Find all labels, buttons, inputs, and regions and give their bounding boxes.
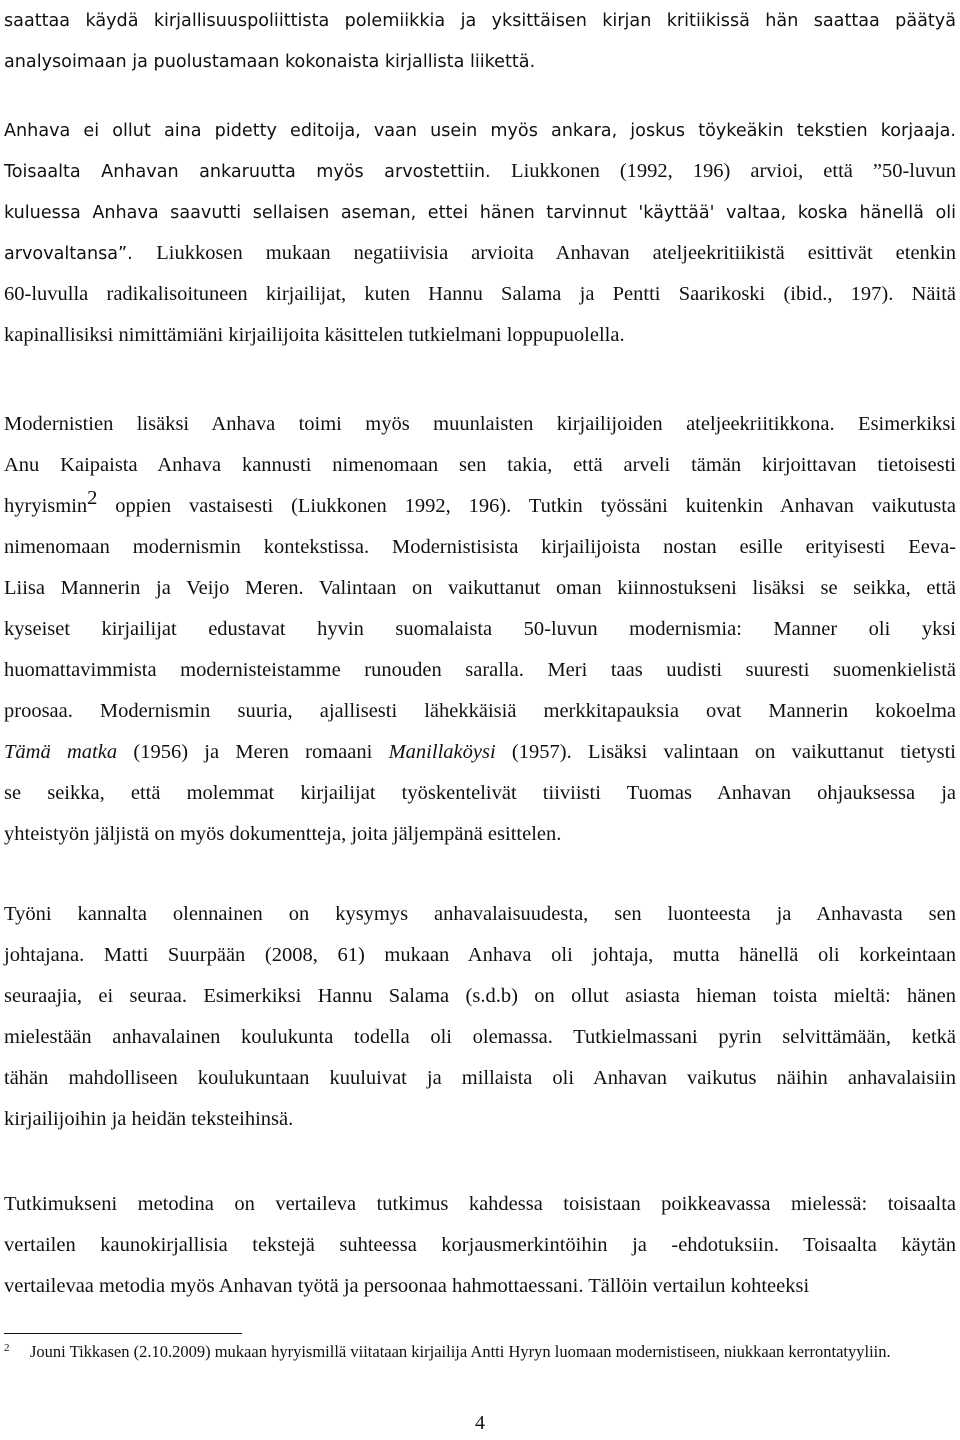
text-segment: kyseiset kirjailijat edustavat hyvin suomalaista 50-luvun modernismia: Manner oli yksi <box>4 618 956 640</box>
paragraph <box>4 110 956 356</box>
text-segment: oppien vastaisesti (Liukkonen 1992, 196). Tutkin työssäni kuitenkin Anhavan vaikutusta <box>97 495 956 517</box>
text-line <box>4 1184 956 1225</box>
footnote-reference: 2 <box>87 487 98 510</box>
text-line <box>4 1058 956 1099</box>
footnote-text: Jouni Tikkasen (2.10.2009) mukaan hyryismillä viitataan kirjailija Antti Hyryn luomaan modernistiseen, niukkaan kerrontatyyliin. <box>30 1342 891 1361</box>
text-segment: Toisaalta Anhavan ankaruutta myös arvostettiin. <box>4 162 512 182</box>
text-segment: Modernistien lisäksi Anhava toimi myös muunlaisten kirjailijoiden ateljeekriitikkona. Esimerkiksi <box>4 413 956 435</box>
italic-title: Tämä matka <box>4 741 118 763</box>
text-segment: mielestään anhavalainen koulukunta todella oli olemassa. Tutkielmassani pyrin selvittämään, ketkä <box>4 1026 956 1048</box>
text-segment: vertailevaa metodia myös Anhavan työtä ja persoonaa hahmottaessani. Tällöin vertailun kohteeksi <box>4 1275 810 1297</box>
text-segment: nimenomaan modernismin kontekstissa. Modernistisista kirjailijoista nostan esille erityisesti Eeva- <box>4 536 956 558</box>
text-line <box>4 609 956 650</box>
text-segment: tähän mahdolliseen koulukuntaan kuuluivat ja millaista oli Anhavan vaikutus näihin anhavalaisiin <box>4 1067 956 1089</box>
text-line <box>4 110 956 151</box>
text-line <box>4 773 956 814</box>
text-line <box>4 814 956 855</box>
text-line <box>4 192 956 233</box>
text-line <box>4 1225 956 1266</box>
footnote-separator <box>4 1333 242 1334</box>
text-line <box>4 233 956 274</box>
text-line <box>4 1266 956 1307</box>
paragraph <box>4 1184 956 1307</box>
paragraph <box>4 404 956 855</box>
text-line <box>4 527 956 568</box>
text-segment: kirjailijoihin ja heidän teksteihinsä. <box>4 1108 294 1130</box>
text-line <box>4 976 956 1017</box>
text-segment: johtajana. Matti Suurpään (2008, 61) mukaan Anhava oli johtaja, mutta hänellä oli korkeintaan <box>4 944 956 966</box>
text-segment: saattaa käydä kirjallisuuspoliittista polemiikkia ja yksittäisen kirjan kritiikissä hän saattaa päätyä <box>4 11 956 31</box>
document-page <box>4 0 956 1440</box>
text-line <box>4 41 956 82</box>
text-segment: (1957). Lisäksi valintaan on vaikuttanut tietysti <box>495 741 956 763</box>
text-line <box>4 691 956 732</box>
text-line <box>4 1099 956 1140</box>
text-line <box>4 894 956 935</box>
text-segment: kapinallisiksi nimittämiäni kirjailijoita käsittelen tutkielmani loppupuolella. <box>4 324 625 346</box>
text-segment: proosaa. Modernismin suuria, ajallisesti lähekkäisiä merkkitapauksia ovat Mannerin kokoelma <box>4 700 956 722</box>
text-segment: 60-luvulla radikalisoituneen kirjailijat, kuten Hannu Salama ja Pentti Saarikoski (ibid., 197). Näitä <box>4 283 956 305</box>
text-segment: yhteistyön jäljistä on myös dokumentteja, joita jäljempänä esittelen. <box>4 823 562 845</box>
text-segment: analysoimaan ja puolustamaan kokonaista kirjallista liikettä. <box>4 52 536 72</box>
paragraph <box>4 894 956 1140</box>
text-line <box>4 0 956 41</box>
text-segment: hyryismin <box>4 495 88 517</box>
text-line <box>4 732 956 773</box>
text-segment: kuluessa Anhava saavutti sellaisen aseman, ettei hänen tarvinnut 'käyttää' valtaa, koska hänellä oli <box>4 203 956 223</box>
text-segment: (1956) ja Meren romaani <box>117 741 389 763</box>
text-line <box>4 650 956 691</box>
text-line <box>4 151 956 192</box>
text-segment: Työni kannalta olennainen on kysymys anhavalaisuudesta, sen luonteesta ja Anhavasta sen <box>4 903 956 925</box>
text-line <box>4 935 956 976</box>
footnote <box>4 1341 944 1363</box>
text-segment: huomattavimmista modernisteistamme runouden saralla. Meri taas uudisti suuresti suomenkielistä <box>4 659 956 681</box>
text-line <box>4 315 956 356</box>
text-line <box>4 274 956 315</box>
text-segment: Liisa Mannerin ja Veijo Meren. Valintaan on vaikuttanut oman kiinnostukseni lisäksi se seikka, että <box>4 577 956 599</box>
text-line <box>4 486 956 527</box>
text-segment: Anhava ei ollut aina pidetty editoija, vaan usein myös ankara, joskus töykeäkin tekstien korjaaja. <box>4 121 956 141</box>
page-number: 4 <box>475 1412 485 1434</box>
text-segment: Tutkimukseni metodina on vertaileva tutkimus kahdessa toisistaan poikkeavassa mielessä: toisaalta <box>4 1193 956 1215</box>
paragraph <box>4 0 956 82</box>
footnote-mark: 2 <box>4 1342 10 1354</box>
text-line <box>4 1017 956 1058</box>
text-segment: Liukkonen (1992, 196) arvioi, että ”50-luvun <box>511 160 956 182</box>
text-segment: arvovaltansa”. <box>4 244 157 264</box>
text-segment: Liukkosen mukaan negatiivisia arvioita Anhavan ateljeekritiikistä esittivät etenkin <box>156 242 956 264</box>
text-line <box>4 568 956 609</box>
text-line <box>4 445 956 486</box>
text-segment: vertailen kaunokirjallisia tekstejä suhteessa korjausmerkintöihin ja -ehdotuksiin. Toisaalta käytän <box>4 1234 956 1256</box>
text-segment: se seikka, että molemmat kirjailijat työskentelivät tiiviisti Tuomas Anhavan ohjauksessa ja <box>4 782 956 804</box>
text-line <box>4 404 956 445</box>
italic-title: Manillaköysi <box>388 741 496 763</box>
text-segment: seuraajia, ei seuraa. Esimerkiksi Hannu Salama (s.d.b) on ollut asiasta hieman toista mieltä: hänen <box>4 985 956 1007</box>
text-segment: Anu Kaipaista Anhava kannusti nimenomaan sen takia, että arveli tämän kirjoittavan tietoisesti <box>4 454 956 476</box>
